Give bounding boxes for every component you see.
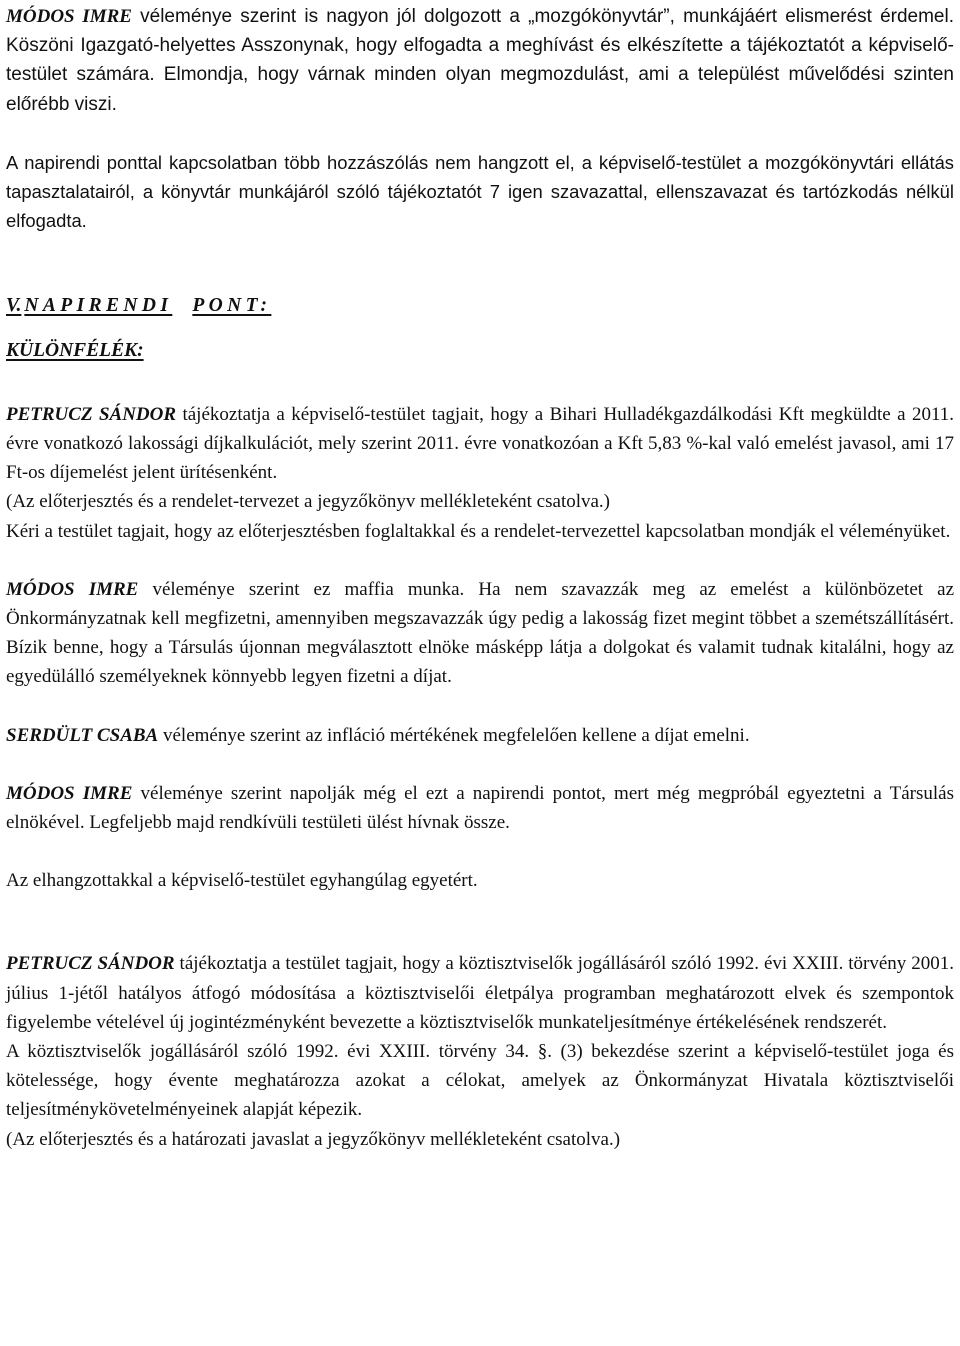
attachment-note: (Az előterjesztés és a határozati javaslat a jegyzőkönyv mellékleteként csatolva.)	[6, 1128, 621, 1150]
paragraph-serdult	[6, 721, 954, 750]
paragraph-vote-result	[6, 148, 954, 235]
speaker-name: SERDÜLT CSABA	[6, 724, 159, 746]
paragraph-main	[6, 400, 954, 488]
paragraph-law-reference: A köztisztviselők jogállásáról szóló 1992. évi XXIII. törvény 34. §. (3) bekezdése szerint a képviselő-testület joga és kötelessége, hogy évente meghatározza azokat a célokat, amelyek az Önkormányzat Hivatala köztisztviselői teljesítménykövetelményeinek alapját képezik.	[6, 1041, 954, 1121]
paragraph-petrucz-1	[6, 400, 954, 546]
paragraph-text: véleménye szerint ez maffia munka. Ha nem szavazzák meg az emelést a különbözetet az Önkormányzatnak kell megfizetni, amennyiben megszavazzák úgy pedig a lakosság fizet megint többet a szemétszállításért. Bízik benne, hogy a Társulás újonnan megválasztott elnöke másképp látja a dolgokat és valamit tudnak kitalálni, hogy az egyedülálló személyeknek könnyebb legyen fizetni a díjat.	[6, 578, 954, 688]
agenda-number: V.	[6, 294, 22, 316]
paragraph-text: véleménye szerint az infláció mértékének megfelelően kellene a díjat emelni.	[158, 724, 750, 746]
paragraph-modos-3	[6, 779, 954, 837]
agenda-word-pont: PONT:	[192, 294, 272, 316]
paragraph-text: tájékoztatja a testület tagjait, hogy a köztisztviselők jogállásáról szóló 1992. évi XXIII. törvény 2001. július 1-jétől hatályos átfogó módosítása a köztisztviselői életpálya programban meghatározott elvek és szempontok figyelembe vételével új jogintézményként bevezette a köztisztviselők munkateljesítménye értékelésének rendszerét.	[6, 953, 955, 1033]
speaker-name: MÓDOS IMRE	[6, 6, 132, 27]
paragraph-text: véleménye szerint napolják még el ezt a napirendi pontot, mert még megpróbál egyeztetni a Társulás elnökével. Legfeljebb majd rendkívüli testületi ülést hívnak össze.	[6, 782, 954, 834]
paragraph-text: véleménye szerint is nagyon jól dolgozott a „mozgókönyvtár”, munkájáért elismerést érdemel. Köszöni Igazgató-helyettes Asszonynak, hogy elfogadta a meghívást és elkészítette a tájékoztatót a képviselő-testület számára. Elmondja, hogy várnak minden olyan megmozdulást, ami a települést művelődési szinten előrébb viszi.	[6, 6, 954, 115]
speaker-name: PETRUCZ SÁNDOR	[6, 953, 175, 975]
agenda-word-napirendi: NAPIRENDI	[24, 294, 173, 316]
speaker-name: MÓDOS IMRE	[6, 782, 133, 804]
paragraph-text: Az elhangzottakkal a képviselő-testület egyhangúlag egyetért.	[6, 870, 478, 892]
paragraph-agreement	[6, 866, 954, 895]
speaker-name: MÓDOS IMRE	[6, 578, 139, 600]
speaker-name: PETRUCZ SÁNDOR	[6, 403, 177, 425]
attachment-note: (Az előterjesztés és a rendelet-tervezet a jegyzőkönyv mellékleteként csatolva.)	[6, 491, 611, 513]
paragraph-modos-1	[6, 2, 954, 119]
section-heading	[6, 291, 954, 365]
agenda-item-title	[6, 291, 954, 320]
paragraph-text: A napirendi ponttal kapcsolatban több hozzászólás nem hangzott el, a képviselő-testület a mozgókönyvtári ellátás tapasztalatairól, a könyvtár munkájáról szóló tájékoztatót 7 igen szavazattal, ellenszavazat és tartózkodás nélkül elfogadta.	[6, 151, 954, 231]
paragraph-text: tájékoztatja a képviselő-testület tagjait, hogy a Bihari Hulladékgazdálkodási Kft megküldte a 2011. évre vonatkozó lakossági díjkalkulációt, mely szerint 2011. évre vonatkozóan a Kft 5,83 %-kal való emelést javasol, ami 17 Ft-os díjemelést jelent ürítésenként.	[6, 403, 954, 484]
paragraph-main	[6, 949, 954, 1037]
paragraph-request: Kéri a testület tagjait, hogy az előterjesztésben foglaltakkal és a rendelet-tervezettel kapcsolatban mondják el véleményüket.	[6, 520, 951, 542]
paragraph-modos-2	[6, 575, 954, 692]
paragraph-petrucz-2	[6, 949, 954, 1153]
agenda-subtitle: KÜLÖNFÉLÉK:	[6, 339, 144, 361]
